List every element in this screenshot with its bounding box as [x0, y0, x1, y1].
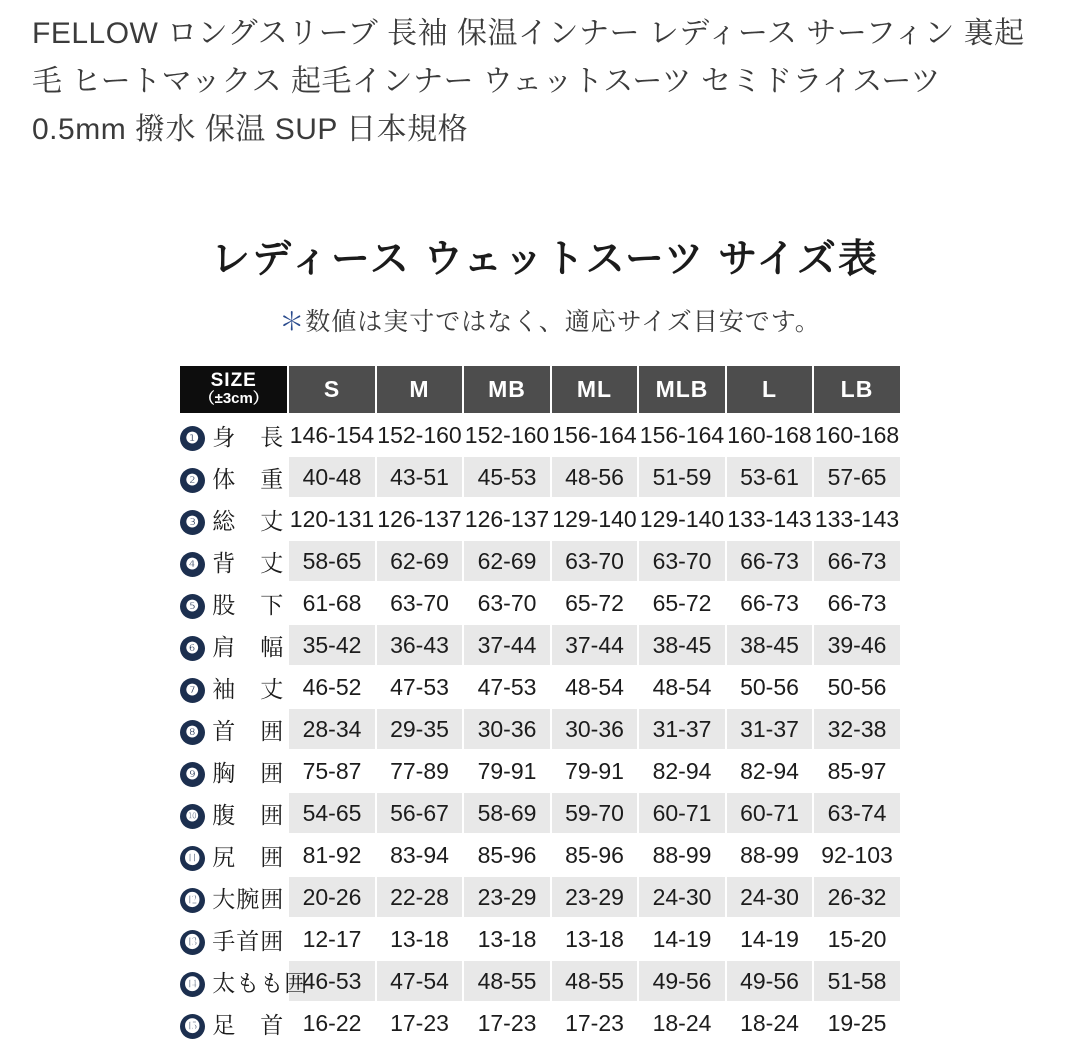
row-label: [179, 750, 288, 792]
cell-value: 60-71: [638, 792, 726, 834]
cell-value: 13-18: [376, 918, 464, 960]
row-label-text: 手首囲: [212, 927, 285, 954]
cell-value: 65-72: [638, 582, 726, 624]
cell-value: 51-59: [638, 456, 726, 498]
size-chart-title: レディース ウェットスーツ サイズ表: [210, 238, 880, 281]
cell-value: 18-24: [726, 1002, 814, 1044]
row-label-text: 足 首: [212, 1011, 285, 1038]
cell-value: 156-164: [551, 414, 639, 456]
column-header-ml: ML: [551, 365, 639, 414]
cell-value: 14-19: [638, 918, 726, 960]
row-label-text: 大腕囲: [212, 885, 285, 912]
cell-value: 82-94: [726, 750, 814, 792]
cell-value: 24-30: [638, 876, 726, 918]
row-label: [179, 414, 288, 456]
row-label-text: 尻 囲: [212, 843, 285, 870]
table-row: [179, 876, 901, 918]
row-number-badge: ❸: [180, 510, 205, 535]
row-label-text: 総 丈: [212, 507, 285, 534]
table-row: [179, 540, 901, 582]
cell-value: 92-103: [813, 834, 901, 876]
cell-value: 62-69: [376, 540, 464, 582]
table-row: [179, 498, 901, 540]
row-label: [179, 960, 309, 1002]
cell-value: 60-71: [726, 792, 814, 834]
cell-value: 50-56: [813, 666, 901, 708]
row-label-text: 背 丈: [212, 549, 285, 576]
cell-value: 15-20: [813, 918, 901, 960]
cell-value: 48-54: [638, 666, 726, 708]
cell-value: 16-22: [288, 1002, 376, 1044]
cell-value: 53-61: [726, 456, 814, 498]
cell-value: 48-55: [463, 960, 551, 1002]
cell-value: 17-23: [551, 1002, 639, 1044]
table-row: [179, 666, 901, 708]
cell-value: 51-58: [813, 960, 901, 1002]
cell-value: 14-19: [726, 918, 814, 960]
row-number-badge: ❹: [180, 552, 205, 577]
cell-value: 63-70: [376, 582, 464, 624]
cell-value: 47-54: [376, 960, 464, 1002]
cell-value: 20-26: [288, 876, 376, 918]
cell-value: 126-137: [463, 498, 551, 540]
cell-value: 40-48: [288, 456, 376, 498]
cell-value: 66-73: [726, 540, 814, 582]
row-label: [179, 876, 288, 918]
cell-value: 38-45: [726, 624, 814, 666]
cell-value: 146-154: [288, 414, 376, 456]
cell-value: 49-56: [638, 960, 726, 1002]
row-label-text: 袖 丈: [212, 675, 285, 702]
cell-value: 28-34: [288, 708, 376, 750]
cell-value: 85-96: [463, 834, 551, 876]
cell-value: 61-68: [288, 582, 376, 624]
row-number-badge: ❽: [180, 720, 205, 745]
row-number-badge: ⓯: [180, 1014, 205, 1039]
row-label-text: 肩 幅: [212, 633, 285, 660]
row-label-text: 体 重: [212, 465, 285, 492]
asterisk-marker: ＊: [279, 308, 306, 336]
table-row: [179, 414, 901, 456]
cell-value: 36-43: [376, 624, 464, 666]
cell-value: 58-65: [288, 540, 376, 582]
size-table-head: [179, 365, 901, 414]
cell-value: 63-70: [551, 540, 639, 582]
cell-value: 66-73: [813, 582, 901, 624]
size-chart-note-text: 数値は実寸ではなく、適応サイズ目安です。: [305, 308, 821, 336]
cell-value: 29-35: [376, 708, 464, 750]
cell-value: 46-53: [288, 960, 376, 1002]
cell-value: 19-25: [813, 1002, 901, 1044]
column-header-m: M: [376, 365, 464, 414]
cell-value: 85-97: [813, 750, 901, 792]
cell-value: 32-38: [813, 708, 901, 750]
row-label: [179, 834, 288, 876]
cell-value: 62-69: [463, 540, 551, 582]
cell-value: 47-53: [376, 666, 464, 708]
cell-value: 160-168: [726, 414, 814, 456]
size-header-cell: [179, 365, 288, 414]
size-table: [178, 364, 902, 1045]
row-number-badge: ⓮: [180, 972, 205, 997]
cell-value: 48-54: [551, 666, 639, 708]
cell-value: 30-36: [463, 708, 551, 750]
column-header-s: S: [288, 365, 376, 414]
row-number-badge: ❼: [180, 678, 205, 703]
table-row: [179, 918, 901, 960]
row-label-text: 腹 囲: [212, 801, 285, 828]
row-number-badge: ⓬: [180, 888, 205, 913]
row-number-badge: ❾: [180, 762, 205, 787]
cell-value: 56-67: [376, 792, 464, 834]
cell-value: 133-143: [813, 498, 901, 540]
cell-value: 17-23: [376, 1002, 464, 1044]
cell-value: 23-29: [551, 876, 639, 918]
table-row: [179, 792, 901, 834]
row-label: [179, 498, 288, 540]
cell-value: 48-56: [551, 456, 639, 498]
cell-value: 30-36: [551, 708, 639, 750]
cell-value: 63-70: [463, 582, 551, 624]
cell-value: 160-168: [813, 414, 901, 456]
row-number-badge: ❷: [180, 468, 205, 493]
cell-value: 50-56: [726, 666, 814, 708]
table-row: [179, 708, 901, 750]
cell-value: 65-72: [551, 582, 639, 624]
product-title: FELLOW ロングスリーブ 長袖 保温インナー レディース サーフィン 裏起毛 ヒートマックス 起毛インナー ウェットスーツ セミドライスーツ 0.5mm 撥水 保温 SUP 日本規格: [32, 17, 1025, 146]
table-row: [179, 834, 901, 876]
cell-value: 13-18: [551, 918, 639, 960]
row-label-text: 股 下: [212, 591, 285, 618]
size-header-sub: （±3cm）: [199, 390, 268, 408]
column-header-mlb: MLB: [638, 365, 726, 414]
size-chart-note: [0, 302, 1080, 338]
cell-value: 22-28: [376, 876, 464, 918]
cell-value: 152-160: [376, 414, 464, 456]
table-row: [179, 750, 901, 792]
row-label: [179, 624, 288, 666]
row-label-text: 身 長: [212, 423, 285, 450]
cell-value: 35-42: [288, 624, 376, 666]
cell-value: 79-91: [463, 750, 551, 792]
table-row: [179, 456, 901, 498]
column-header-l: L: [726, 365, 814, 414]
cell-value: 79-91: [551, 750, 639, 792]
cell-value: 45-53: [463, 456, 551, 498]
cell-value: 49-56: [726, 960, 814, 1002]
table-row: [179, 1002, 901, 1044]
cell-value: 66-73: [813, 540, 901, 582]
table-row: [179, 624, 901, 666]
row-label: [179, 456, 288, 498]
row-number-badge: ❶: [180, 426, 205, 451]
cell-value: 39-46: [813, 624, 901, 666]
column-header-lb: LB: [813, 365, 901, 414]
cell-value: 38-45: [638, 624, 726, 666]
cell-value: 129-140: [638, 498, 726, 540]
cell-value: 23-29: [463, 876, 551, 918]
cell-value: 31-37: [726, 708, 814, 750]
row-label-text: 胸 囲: [212, 759, 285, 786]
cell-value: 81-92: [288, 834, 376, 876]
cell-value: 152-160: [463, 414, 551, 456]
table-row: [179, 582, 901, 624]
cell-value: 59-70: [551, 792, 639, 834]
row-label: [179, 708, 288, 750]
cell-value: 47-53: [463, 666, 551, 708]
cell-value: 77-89: [376, 750, 464, 792]
row-number-badge: ❺: [180, 594, 205, 619]
row-label: [179, 666, 288, 708]
cell-value: 12-17: [288, 918, 376, 960]
cell-value: 66-73: [726, 582, 814, 624]
cell-value: 75-87: [288, 750, 376, 792]
size-header-main: SIZE: [210, 370, 257, 392]
cell-value: 37-44: [463, 624, 551, 666]
cell-value: 24-30: [726, 876, 814, 918]
cell-value: 83-94: [376, 834, 464, 876]
cell-value: 88-99: [638, 834, 726, 876]
row-label-text: 太もも囲: [212, 969, 309, 996]
row-number-badge: ❻: [180, 636, 205, 661]
table-header-row: [179, 365, 901, 414]
cell-value: 63-70: [638, 540, 726, 582]
cell-value: 54-65: [288, 792, 376, 834]
cell-value: 82-94: [638, 750, 726, 792]
cell-value: 129-140: [551, 498, 639, 540]
cell-value: 126-137: [376, 498, 464, 540]
cell-value: 57-65: [813, 456, 901, 498]
cell-value: 31-37: [638, 708, 726, 750]
column-header-mb: MB: [463, 365, 551, 414]
cell-value: 58-69: [463, 792, 551, 834]
cell-value: 48-55: [551, 960, 639, 1002]
cell-value: 120-131: [288, 498, 376, 540]
size-table-body: [179, 414, 901, 1044]
row-label: [179, 540, 288, 582]
cell-value: 37-44: [551, 624, 639, 666]
table-row: [179, 960, 901, 1002]
cell-value: 46-52: [288, 666, 376, 708]
row-label: [179, 918, 288, 960]
cell-value: 17-23: [463, 1002, 551, 1044]
row-label: [179, 1002, 288, 1044]
row-label: [179, 792, 288, 834]
cell-value: 85-96: [551, 834, 639, 876]
cell-value: 63-74: [813, 792, 901, 834]
cell-value: 18-24: [638, 1002, 726, 1044]
cell-value: 43-51: [376, 456, 464, 498]
cell-value: 133-143: [726, 498, 814, 540]
row-number-badge: ❿: [180, 804, 205, 829]
size-chart-section: [0, 228, 1080, 1045]
row-label: [179, 582, 288, 624]
row-number-badge: ⓫: [180, 846, 205, 871]
cell-value: 88-99: [726, 834, 814, 876]
cell-value: 13-18: [463, 918, 551, 960]
row-number-badge: ⓭: [180, 930, 205, 955]
row-label-text: 首 囲: [212, 717, 285, 744]
cell-value: 26-32: [813, 876, 901, 918]
cell-value: 156-164: [638, 414, 726, 456]
